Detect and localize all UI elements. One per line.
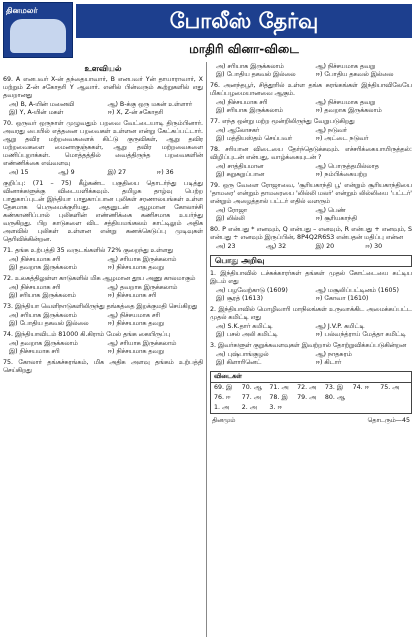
question-text: 72. உலகத்திலுள்ள காடுகளில் மிக ஆழமான தூய அணு காலமாகும் [3, 275, 196, 282]
question-text: 75. கோலார் தங்கச்சுரங்கம், மிக அதிக அளவு தங்கம் உற்பத்தி செய்கிறது [3, 359, 203, 374]
answers-row [211, 393, 411, 403]
option: ஈ) சூரியகாந்தி [315, 215, 357, 222]
option: அ) B, A-யின் மனைவி [9, 101, 75, 108]
answers-row [211, 403, 411, 413]
options [9, 284, 203, 300]
question-69 [3, 76, 203, 117]
option: அ) நிச்சயமாக சரி [9, 256, 61, 263]
options [216, 323, 412, 339]
option: ஈ) நிச்சயமாக தவறு [107, 264, 164, 271]
option: ஆ) சரியாக இருக்கலாம் [107, 256, 177, 263]
option: அ) ஆலோசகர் [216, 127, 260, 134]
question-70 [3, 120, 203, 177]
right-column [210, 63, 412, 635]
answer: 3. ஈ [269, 404, 282, 411]
question-text: 69. A எனபவர் X-ன் தந்தையாவார், B எனபவர் Yன் தாயாராவார், X மற்றும் Z-ன் சகோதரி Y ஆவார். எனில் பின்வரும் கூற்றுகளில் எது தவறானது [3, 76, 203, 99]
option: இ) மத்தியஸ்தம் செய்பவர் [216, 135, 293, 142]
answer [325, 404, 353, 412]
gk-question-2 [210, 306, 412, 339]
police-cap-icon [10, 19, 66, 53]
option: இ) சூரத் (1613) [216, 295, 263, 302]
question-text: 77. எந்த ஒன்று மற்ற மூன்றிலிருந்து வேறுபடுகிறது [210, 118, 355, 125]
answer: 2. அ [241, 404, 257, 411]
option: ஆ) நடுவர் [315, 127, 347, 134]
answer [380, 404, 408, 412]
question-72 [3, 275, 203, 300]
option: அ) 23 [216, 243, 236, 250]
question-73 [3, 303, 203, 328]
option: ஆ) பொருத்தமில்லாத [315, 163, 379, 170]
question-text: 80. P என்பது * எனவும், Q என்பது – எனவும், R என்பது + எனவும், S என்பது ÷ எனவும் இருப்பின், 8P4Q2R6S3 என்பதன் மதிப்பு என்ன [210, 226, 412, 241]
option: ஈ) 30 [365, 243, 383, 250]
option: ஈ) X, Z-ன் சகோதரி [107, 109, 164, 116]
options [216, 287, 412, 303]
gk-question-1 [210, 270, 412, 303]
question-text: 70. ஒருவர் ஒருநாள் முழுவதும் பறவை வேட்டையாடி திரும்பினார். அவரது பையில் எத்தனை பறவைகள் உள்ளன என்று கேட்கப்பட்டார். ஆறு தவிர மற்றவைகளைக் கிட்டு குருவிகள், ஆறு தவிர மற்றவைகளை மைனாகுஞ்சுகள், ஆறு தவிர மற்றவைகளை மணிப்புறாக்கள். மொத்தத்தில் வைத்திருந்த பறவைகளின் எண்ணிக்கை எவ்வளவு [3, 120, 203, 167]
answer: 75. அ [380, 384, 400, 391]
page-title: போலீஸ் தேர்வு [76, 4, 412, 38]
gk-question-3 [210, 342, 412, 367]
option: ஈ) அட்டை நடுவர் [315, 135, 369, 142]
option: இ) சுறுசுறுப்பான [216, 171, 265, 178]
answers-row [211, 383, 411, 393]
options [216, 163, 412, 179]
option: ஈ) நிச்சயமாக தவறு [107, 320, 164, 327]
options [216, 351, 412, 367]
answer: 76. ஈ [214, 394, 231, 401]
option: ஆ) மசூலிப்பட்டினம் (1605) [315, 287, 399, 294]
dinamalar-logo [3, 2, 73, 58]
answer [380, 394, 408, 402]
option: ஆ) தவறாக இருக்கலாம் [107, 284, 178, 291]
options [216, 243, 412, 251]
answer: 69. இ [214, 384, 233, 391]
option: இ) சரியாக இருக்கலாம் [9, 292, 76, 299]
option: இ) சரியாக இருக்கலாம் [216, 107, 283, 114]
question-text: 2. இந்தியாவில் மொழிவாரி மாநிலங்கள் உருவாக்கிட அமைக்கப்பட்ட முதல் கமிட்டி எது [210, 306, 412, 321]
option: ஆ) நிச்சயமாக தவறு [315, 99, 376, 106]
question-text: 76. அனந்தபூர், சித்தூரில் உள்ள தங்க சுரங்கங்கள் இந்தியாவிலேயே மிகப்பழமையானவை ஆகும். [210, 82, 412, 97]
option: ஈ) கோவா (1610) [315, 295, 369, 302]
footer-left: தினமும் [212, 417, 236, 424]
page-footer [210, 417, 412, 425]
option: இ) போதிய தகவல் இல்லை [9, 320, 89, 327]
option: அ) நிச்சயமாக சரி [9, 284, 61, 291]
question-text: 3. இவர்களுள் குறுக்கவளவுகள் இவற்றால் தோற்றுவிக்கப்படுகின்றன [210, 342, 407, 349]
answer: 1. அ [214, 404, 230, 411]
section-heading-general-knowledge: பொது அறிவு [210, 255, 412, 267]
option: ஆ) J.V.P. கமிட்டி [315, 323, 365, 330]
answer: 79. அ [297, 394, 317, 401]
answers-box [210, 371, 412, 414]
options [216, 127, 412, 143]
option: அ) தவறாக இருக்கலாம் [9, 340, 78, 347]
options [9, 256, 203, 272]
option: ஈ) 36 [156, 169, 174, 176]
question-75 [3, 359, 203, 375]
question-text: 73. இந்தியா வெளிநாடுகளிலிருந்து தங்கத்தை இறக்குமதி செய்கிறது [3, 303, 198, 310]
options [9, 340, 203, 356]
option: ஆ) பெண் [315, 207, 346, 214]
answer: 71. அ [269, 384, 289, 391]
page-header [0, 0, 415, 60]
question-77 [210, 118, 412, 143]
left-column [3, 63, 203, 635]
option: ஆ) நிச்சயமாக சரி [107, 312, 160, 319]
question-79 [210, 182, 412, 223]
option: அ) 15 [9, 169, 29, 176]
option: ஆ) நிச்சயமாக தவறு [315, 63, 376, 70]
column-divider [206, 62, 207, 637]
option: ஆ) B-க்கு ஒரு மகன் உள்ளார் [107, 101, 193, 108]
option: அ) நிச்சயமாக சரி [216, 99, 268, 106]
option: அ) புஷ்பாங்குழல் [216, 351, 269, 358]
option: ஆ) 9 [58, 169, 75, 176]
option: இ) போதிய தகவல் இல்லை [216, 71, 296, 78]
option: அ) சரியாக இருக்கலாம் [216, 63, 284, 70]
option: ஈ) பல்வந்த்ராய் மேத்தா கமிட்டி [315, 331, 406, 338]
options [9, 312, 203, 328]
logo-text: தினமலர் [6, 6, 38, 15]
option: ஆ) நாதசுரம் [315, 351, 352, 358]
question-text: 79. ஒரு வேளை ரோஜாவை, 'சூரியகாந்தி பூ' என்றும் சூரியகாந்தியை 'தாமரை' என்றும் தாமரையை 'லில்லி மலர்' என்றும் லில்லியை 'பட்டர்' என்றும் அழைத்தால் பட்டர் எதில் வளரும் [210, 182, 412, 205]
option: அ) சாத்தியமான [216, 163, 264, 170]
answer: 80. ஆ [324, 394, 345, 401]
question-80 [210, 226, 412, 251]
answer: 78. இ [269, 394, 288, 401]
option: ஆ) சரியாக இருக்கலாம் [107, 340, 177, 347]
answer: 72. அ [297, 384, 317, 391]
option: அ) சரியாக இருக்கலாம் [9, 312, 77, 319]
option: ஈ) நிச்சயமாக சரி [107, 292, 157, 299]
option: ஈ) நம்பிக்கையற்ற [315, 171, 368, 178]
answer: 73. இ [324, 384, 343, 391]
page-subtitle: மாதிரி வினா-விடை [189, 42, 299, 56]
option: ஈ) போதிய தகவல் இல்லை [315, 71, 394, 78]
section-heading-psychology: உளவியல் [84, 64, 122, 73]
option: ஈ) கிடார் [315, 359, 342, 366]
answer: 70. ஆ [241, 384, 262, 391]
footer-right: தொடரும்—45 [367, 417, 410, 424]
answer [297, 404, 325, 412]
options [9, 169, 203, 177]
question-78 [210, 146, 412, 179]
answer: 77. அ [241, 394, 261, 401]
question-text: 1. இந்தியாவில் டச்சுக்காரர்கள் தங்கள் முதல் கோட்டையை கட்டிய இடம் எது [210, 270, 412, 285]
answers-title: விடைகள் [211, 372, 411, 383]
option: ஈ) தவறாக இருக்கலாம் [315, 107, 382, 114]
options [216, 207, 412, 223]
option: அ) S.K.தார் கமிட்டி [216, 323, 273, 330]
question-74 [3, 331, 203, 356]
option: இ) 20 [315, 243, 335, 250]
option: இ) லில்லி [216, 215, 245, 222]
option: ஆ) 32 [265, 243, 287, 250]
option: அ) பழவேற்காடு (1609) [216, 287, 288, 294]
option: இ) கிளாரினெட் [216, 359, 262, 366]
question-76 [210, 82, 412, 115]
question-text: 71. தங்க உற்பத்தி 35 வருடங்களில் 72% குறைந்து உள்ளது [3, 247, 174, 254]
answer: 74. ஈ [352, 384, 370, 391]
option: இ) Y, A-யின் மகள் [9, 109, 64, 116]
option: இ) பசல் அலி கமிட்டி [216, 331, 278, 338]
option: இ) தவறாக இருக்கலாம் [9, 264, 77, 271]
option: இ) 27 [107, 169, 127, 176]
option: ஈ) நிச்சயமாக தவறு [107, 348, 164, 355]
options [216, 99, 412, 115]
option: இ) நிச்சயமாக சரி [9, 348, 60, 355]
question-71 [3, 247, 203, 272]
option: அ) ரோஜா [216, 207, 248, 214]
question-75-options [216, 63, 412, 79]
question-text: 74. இந்தியாவிடம் 81000 கி.கிராம் மேல் தங்க கையிருப்பு [3, 331, 171, 338]
answer [353, 404, 381, 412]
answer [353, 394, 381, 402]
options [9, 101, 203, 117]
passage-note: குறிப்பு: (71 – 75) கீழ்கண்ட பகுதியை தொடர்ந்து படித்து வினாக்களுக்கு விடையளிக்கவும். தமிழக தாழ்வு பெற்ற பாதுகாப்புடன் இந்தியா பாதுகாப்பான புலிகள் சரணாலயங்கள் உள்ள தேசமாக பெருமைக்குரியது. அதனுடன் ஆழமான கோலாச்சி கண்காணிப்பால் புலிகளின் எண்ணிக்கை கணிசமாக உயர்ந்து வருகிறது. பிற காடுகளை விட சத்தியமங்கலம் காட்டிலும் அதிக அளவில் புலிகள் உள்ளன என்று கணக்கெடுப்பு முடிவுகள் தெரிவிக்கின்றன. [3, 180, 203, 243]
question-text: 78. சரியான விடையை தேர்ந்தெடுக்கவும். எச்சரிக்கையாயிருத்தல்: விழிப்புடன் என்பது, வாழ்க்கையுடன் ? [210, 146, 412, 161]
